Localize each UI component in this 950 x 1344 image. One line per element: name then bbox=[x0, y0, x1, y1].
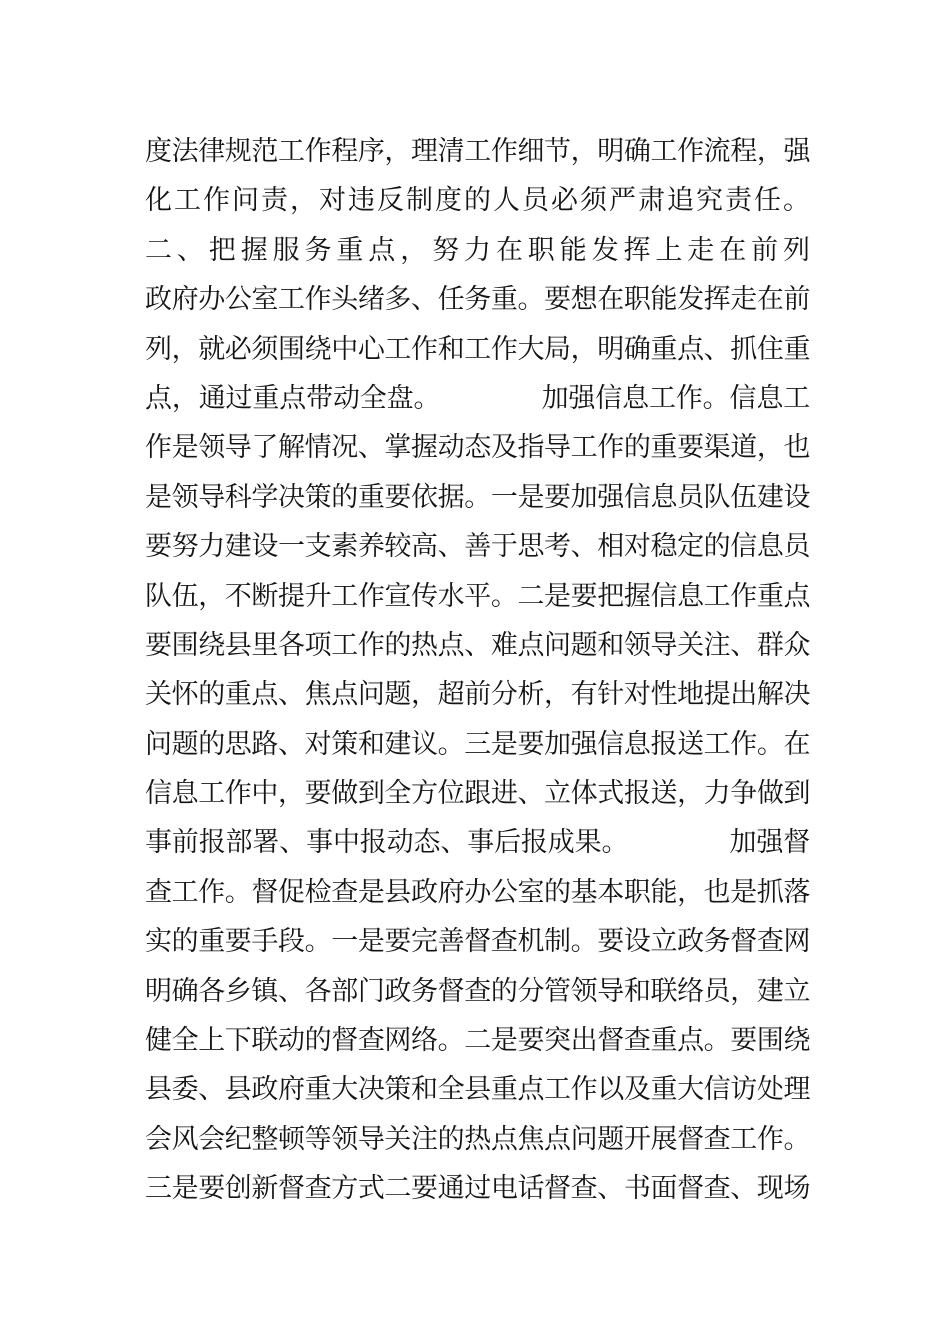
text-line-19: 健全上下联动的督查网络。二是要突出督查重点。要围绕 bbox=[145, 1025, 810, 1057]
text-line-8: 是领导科学决策的重要依据。一是要加强信息员队伍建设 bbox=[145, 481, 810, 513]
text-line-2: 化工作问责，对违反制度的人员必须严肃追究责任。 bbox=[145, 185, 810, 217]
text-line-15: 事前报部署、事中报动态、事后报成果。 加强督 bbox=[145, 827, 810, 859]
text-line-13: 问题的思路、对策和建议。三是要加强信息报送工作。在 bbox=[145, 728, 810, 760]
text-line-1: 度法律规范工作程序，理清工作细节，明确工作流程，强 bbox=[145, 136, 810, 167]
text-line-21: 会风会纪整顿等领导关注的热点焦点问题开展督查工作。 bbox=[145, 1123, 810, 1155]
text-line-5: 列，就必须围绕中心工作和工作大局，明确重点、抓住重 bbox=[145, 333, 810, 365]
text-line-10: 队伍，不断提升工作宣传水平。二是要把握信息工作重点 bbox=[145, 580, 810, 612]
text-line-14: 信息工作中，要做到全方位跟进、立体式报送，力争做到 bbox=[145, 778, 810, 810]
text-line-16: 查工作。督促检查是县政府办公室的基本职能，也是抓落 bbox=[145, 876, 810, 908]
text-line-7: 作是领导了解情况、掌握动态及指导工作的重要渠道，也 bbox=[145, 432, 810, 464]
text-line-9: 要努力建设一支素养较高、善于思考、相对稳定的信息员 bbox=[145, 531, 810, 563]
body-text bbox=[145, 127, 810, 1214]
section-heading: 二、把握服务重点，努力在职能发挥上走在前列 bbox=[145, 234, 810, 266]
text-line-18: 明确各乡镇、各部门政务督查的分管领导和联络员，建立 bbox=[145, 975, 810, 1007]
text-line-6: 点，通过重点带动全盘。 加强信息工作。信息工 bbox=[145, 382, 810, 414]
text-line-22: 三是要创新督查方式二要通过电话督查、书面督查、现场 bbox=[145, 1173, 810, 1205]
text-line-17: 实的重要手段。一是要完善督查机制。要设立政务督查网 bbox=[145, 926, 810, 958]
text-line-12: 关怀的重点、焦点问题，超前分析，有针对性地提出解决 bbox=[145, 679, 810, 711]
text-line-4: 政府办公室工作头绪多、任务重。要想在职能发挥走在前 bbox=[145, 284, 810, 316]
text-line-11: 要围绕县里各项工作的热点、难点问题和领导关注、群众 bbox=[145, 629, 810, 661]
text-line-20: 县委、县政府重大决策和全县重点工作以及重大信访处理 bbox=[145, 1074, 810, 1106]
